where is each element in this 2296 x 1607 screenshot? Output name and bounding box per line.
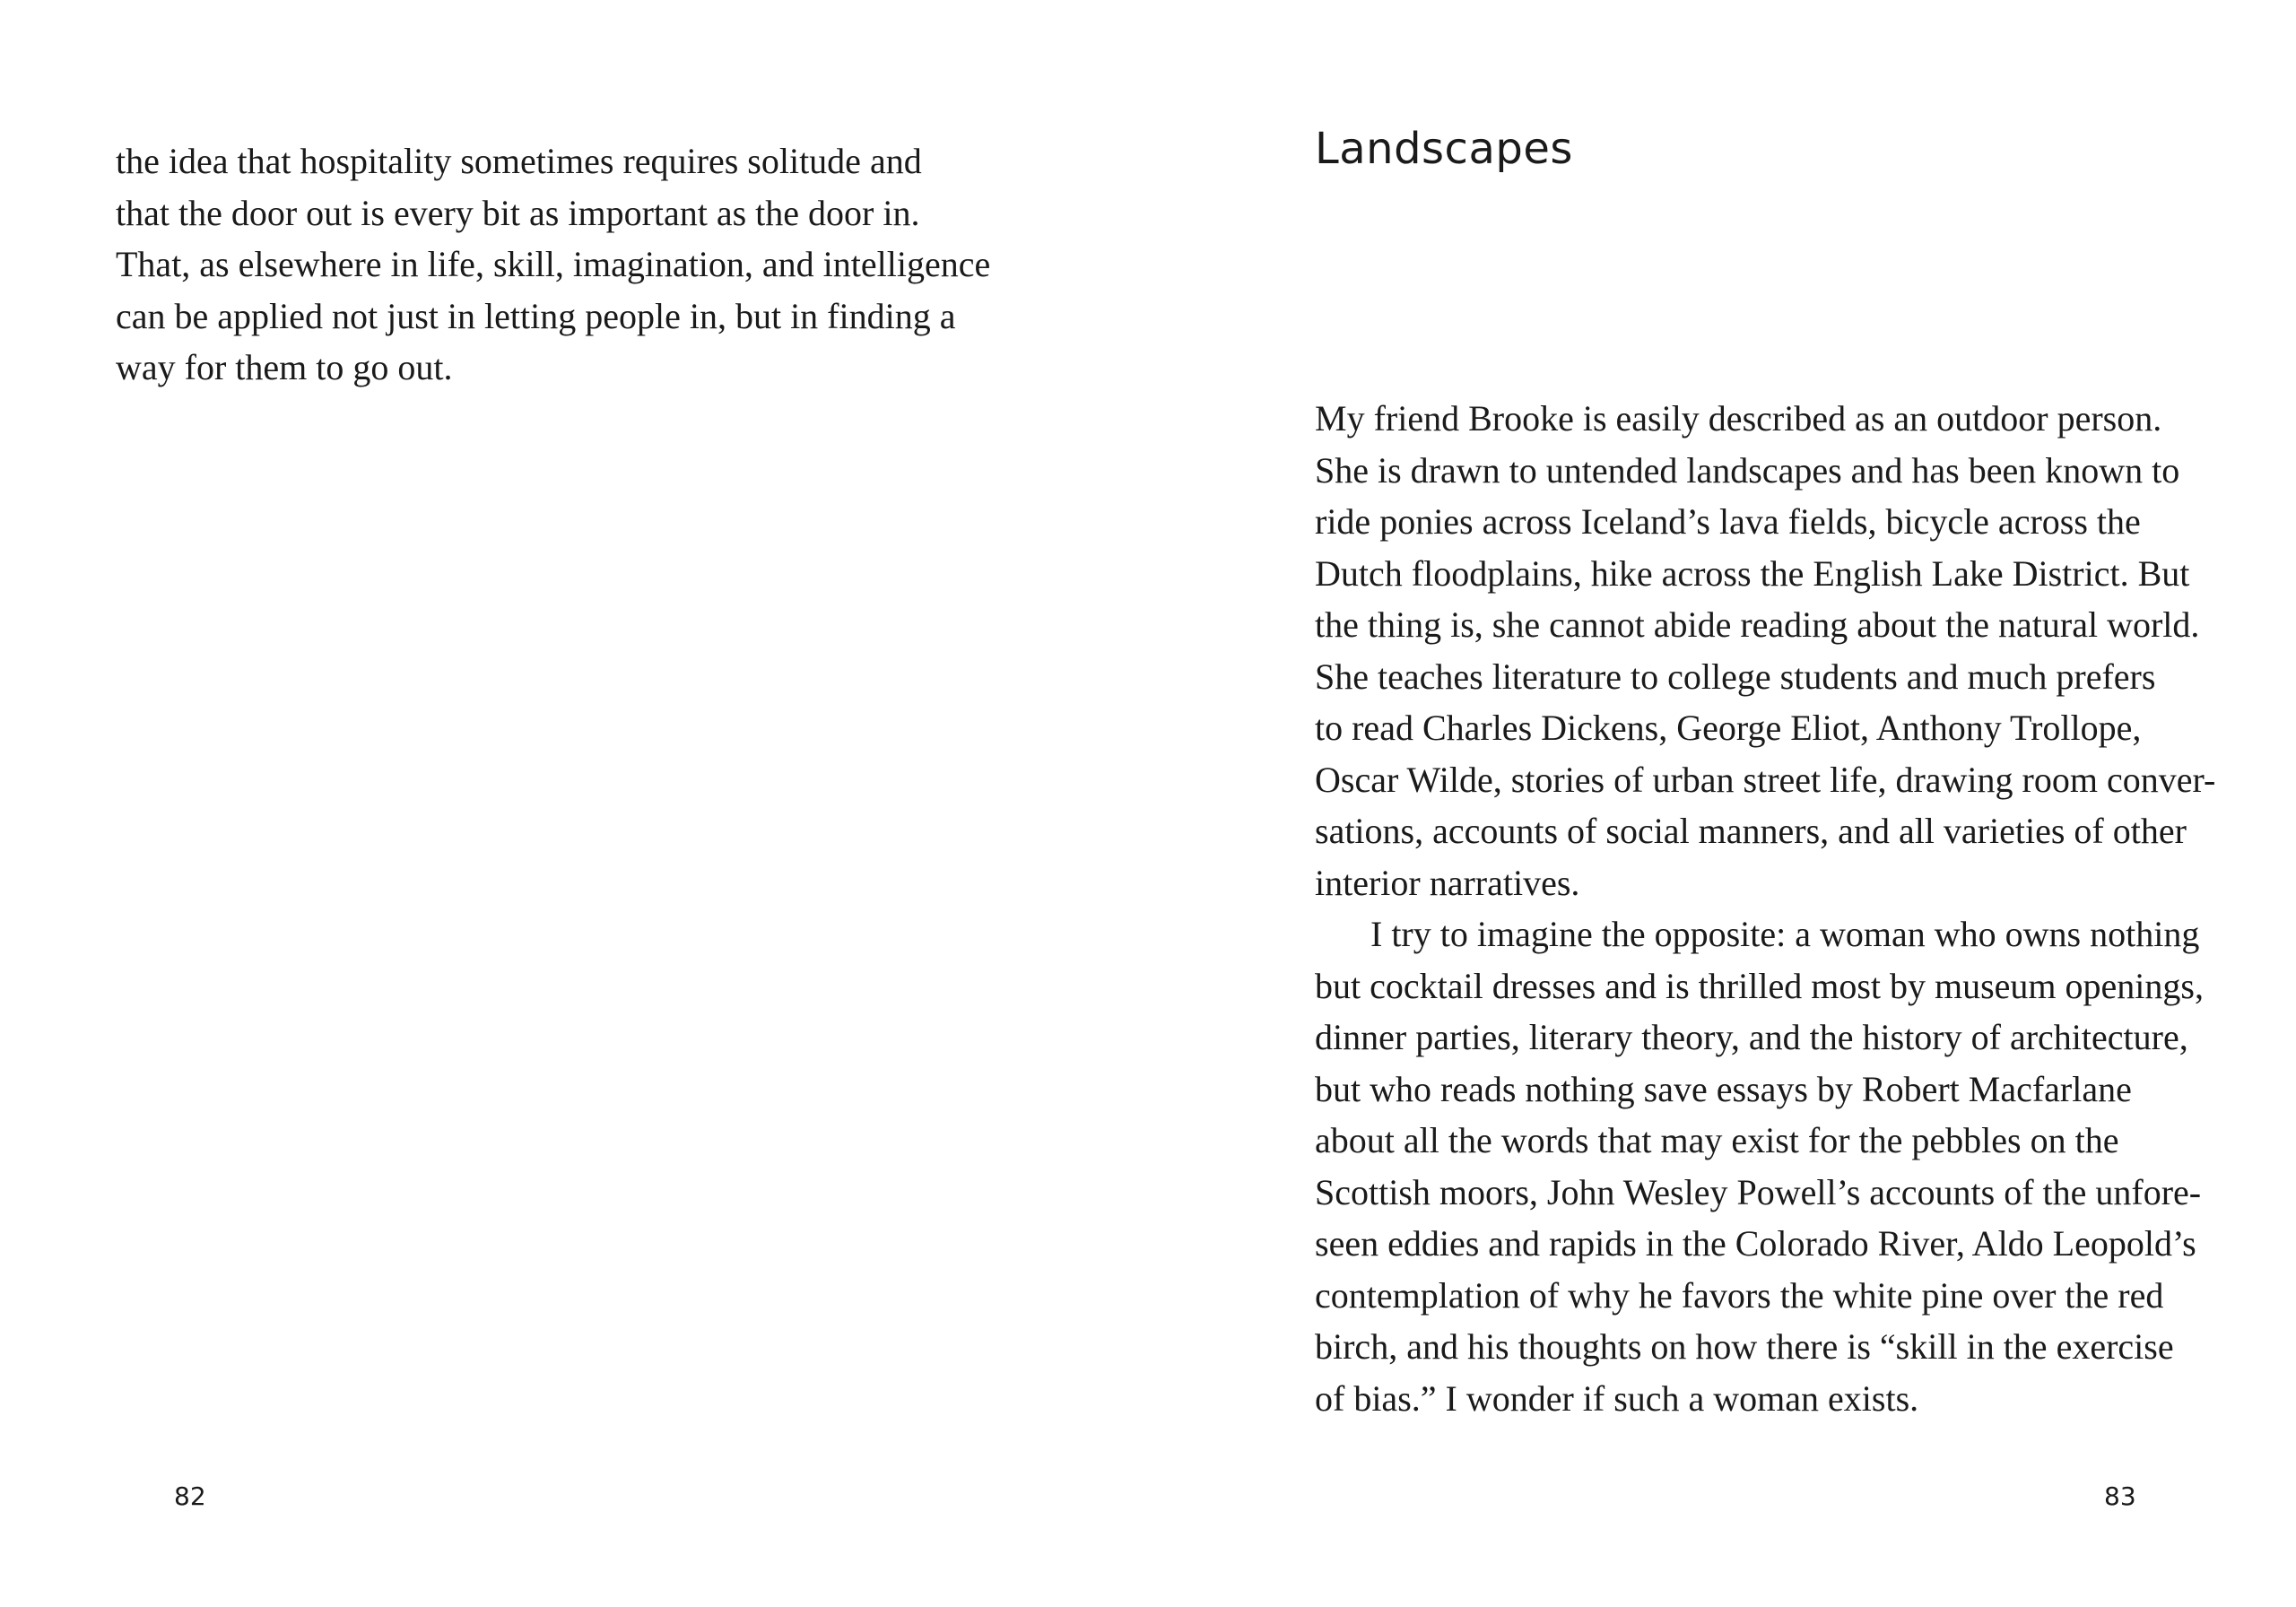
text-line-indented: I try to imagine the opposite: a woman who owns nothing [1370, 914, 2200, 954]
text-line: way for them to go out. [116, 347, 453, 387]
text-line: interior narratives. [1315, 862, 1580, 903]
left-page-body-text [116, 135, 990, 394]
page-number-right: 83 [2104, 1481, 2136, 1511]
text-line: about all the words that may exist for the pebbles on the [1315, 1120, 2119, 1160]
text-line: Oscar Wilde, stories of urban street life, drawing room conver- [1315, 759, 2216, 800]
text-line: the idea that hospitality sometimes requires solitude and [116, 141, 922, 181]
chapter-title: Landscapes [1315, 124, 1573, 174]
page-number-left: 82 [174, 1481, 206, 1511]
text-line: That, as elsewhere in life, skill, imagination, and intelligence [116, 244, 991, 284]
text-line: but cocktail dresses and is thrilled most by museum openings, [1315, 965, 2204, 1006]
text-line: She is drawn to untended landscapes and has been known to [1315, 449, 2180, 491]
right-page-body-text [1315, 393, 2215, 1424]
text-line: contemplation of why he favors the white pine over the red [1315, 1274, 2164, 1316]
text-line: sations, accounts of social manners, and all varieties of other [1315, 811, 2187, 851]
text-line: ride ponies across Iceland’s lava fields, bicycle across the [1315, 501, 2141, 542]
text-line: Scottish moors, John Wesley Powell’s accounts of the unfore- [1315, 1171, 2202, 1212]
text-line: She teaches literature to college students and much prefers [1315, 656, 2156, 697]
text-line: dinner parties, literary theory, and the history of architecture, [1315, 1017, 2188, 1057]
text-line: that the door out is every bit as important as the door in. [116, 192, 920, 233]
text-line: to read Charles Dickens, George Eliot, Anthony Trollope, [1315, 708, 2142, 748]
text-line: seen eddies and rapids in the Colorado River, Aldo Leopold’s [1315, 1223, 2196, 1264]
text-line: Dutch floodplains, hike across the English Lake District. But [1315, 552, 2190, 594]
text-line: My friend Brooke is easily described as an outdoor person. [1315, 398, 2162, 439]
text-line: of bias.” I wonder if such a woman exists. [1315, 1377, 1919, 1419]
text-line: but who reads nothing save essays by Robert Macfarlane [1315, 1068, 2132, 1109]
text-line: birch, and his thoughts on how there is “skill in the exercise [1315, 1326, 2174, 1367]
text-line: can be applied not just in letting people in, but in finding a [116, 295, 956, 336]
text-line: the thing is, she cannot abide reading about the natural world. [1315, 604, 2200, 645]
